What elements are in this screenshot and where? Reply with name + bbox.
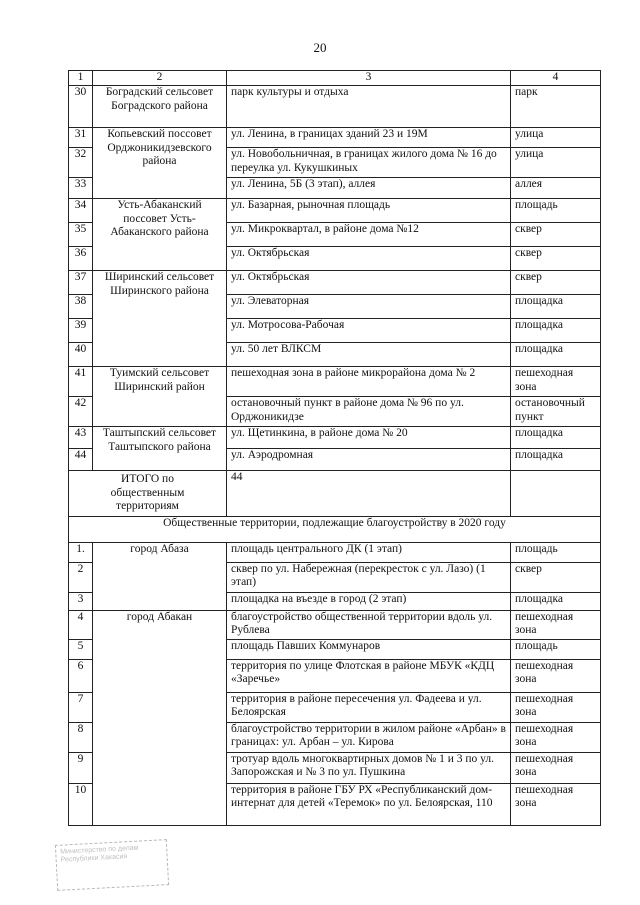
row-number: 30 [69, 86, 93, 128]
location-cell: город Абакан [93, 610, 227, 825]
row-number: 33 [69, 178, 93, 199]
type-cell: площадь [511, 199, 601, 223]
row-number: 38 [69, 295, 93, 319]
row-number: 37 [69, 271, 93, 295]
territory-cell: ул. Базарная, рыночная площадь [227, 199, 511, 223]
row-number: 31 [69, 128, 93, 148]
row-number: 2 [69, 562, 93, 592]
territory-cell: ул. Октябрьская [227, 271, 511, 295]
header-col-3: 3 [227, 71, 511, 86]
row-number: 41 [69, 367, 93, 397]
section-row [69, 516, 601, 542]
territory-cell: площадь центрального ДК (1 этап) [227, 542, 511, 562]
table-row [69, 199, 601, 223]
location-cell: Копьевский поссовет Орджоникидзевского района [93, 128, 227, 199]
territory-cell: благоустройство общественной территории вдоль ул. Рублева [227, 610, 511, 639]
location-cell: Боградский сельсовет Боградского района [93, 86, 227, 128]
row-number: 35 [69, 223, 93, 247]
territory-cell: парк культуры и отдыха [227, 86, 511, 128]
type-cell: площадка [511, 343, 601, 367]
type-cell: сквер [511, 271, 601, 295]
territory-cell: ул. Ленина, в границах зданий 23 и 19М [227, 128, 511, 148]
row-number: 44 [69, 449, 93, 471]
page-number: 20 [313, 40, 327, 55]
territory-cell: территория по улице Флотская в районе МБУК «КДЦ «Заречье» [227, 659, 511, 692]
territory-cell: благоустройство территории в жилом районе «Арбан» в границах: ул. Арбан – ул. Кирова [227, 722, 511, 752]
type-cell: пешеходная зона [511, 659, 601, 692]
type-cell: пешеходная зона [511, 783, 601, 825]
type-cell: площадка [511, 295, 601, 319]
territory-cell: ул. Ленина, 5Б (3 этап), аллея [227, 178, 511, 199]
type-cell: аллея [511, 178, 601, 199]
row-number: 39 [69, 319, 93, 343]
row-number: 36 [69, 247, 93, 271]
type-cell: площадка [511, 427, 601, 449]
territory-cell: ул. Элеваторная [227, 295, 511, 319]
type-cell: сквер [511, 223, 601, 247]
territory-cell: площадь Павших Коммунаров [227, 639, 511, 659]
table-row [69, 271, 601, 295]
type-cell: парк [511, 86, 601, 128]
type-cell: пешеходная зона [511, 367, 601, 397]
location-cell: Усть-Абаканский поссовет Усть-Абаканского района [93, 199, 227, 271]
type-cell: сквер [511, 562, 601, 592]
row-number: 1. [69, 542, 93, 562]
table-row [69, 427, 601, 449]
location-cell: город Абаза [93, 542, 227, 610]
header-col-4: 4 [511, 71, 601, 86]
row-number: 42 [69, 397, 93, 427]
type-cell: пешеходная зона [511, 722, 601, 752]
territory-cell: сквер по ул. Набережная (перекресток с ул. Лазо) (1 этап) [227, 562, 511, 592]
table-row [69, 610, 601, 639]
type-cell: площадка [511, 449, 601, 471]
total-label: ИТОГО по общественным территориям [69, 471, 227, 517]
total-value: 44 [227, 471, 511, 517]
table-row [69, 86, 601, 128]
row-number: 8 [69, 722, 93, 752]
type-cell: пешеходная зона [511, 752, 601, 783]
territory-cell: территория в районе ГБУ РХ «Республиканский дом-интернат для детей «Теремок» по ул. Белоярская, 110 [227, 783, 511, 825]
type-cell: площадка [511, 592, 601, 610]
section-title: Общественные территории, подлежащие благоустройству в 2020 году [69, 516, 601, 542]
territory-cell: остановочный пункт в районе дома № 96 по ул. Орджоникидзе [227, 397, 511, 427]
territory-cell: пешеходная зона в районе микрорайона дома № 2 [227, 367, 511, 397]
header-row [69, 71, 601, 86]
territory-cell: тротуар вдоль многоквартирных домов № 1 и 3 по ул. Запорожская и № 3 по ул. Пушкина [227, 752, 511, 783]
row-number: 4 [69, 610, 93, 639]
row-number: 7 [69, 692, 93, 722]
territory-cell: ул. Щетинкина, в районе дома № 20 [227, 427, 511, 449]
territory-cell: ул. Мотросова-Рабочая [227, 319, 511, 343]
type-cell: улица [511, 148, 601, 178]
row-number: 9 [69, 752, 93, 783]
row-number: 40 [69, 343, 93, 367]
table-row [69, 542, 601, 562]
row-number: 3 [69, 592, 93, 610]
territory-cell: площадка на въезде в город (2 этап) [227, 592, 511, 610]
territory-cell: ул. 50 лет ВЛКСМ [227, 343, 511, 367]
location-cell: Таштыпский сельсовет Таштыпского района [93, 427, 227, 471]
header-col-1: 1 [69, 71, 93, 86]
type-cell: площадка [511, 319, 601, 343]
location-cell: Ширинский сельсовет Ширинского района [93, 271, 227, 367]
territory-cell: территория в районе пересечения ул. Фадеева и ул. Белоярская [227, 692, 511, 722]
row-number: 43 [69, 427, 93, 449]
type-cell: пешеходная зона [511, 692, 601, 722]
faded-stamp: Министерство по делам Республики Хакасия [55, 839, 169, 891]
total-row [69, 471, 601, 517]
table-row [69, 367, 601, 397]
territory-cell: ул. Новобольничная, в границах жилого дома № 16 до переулка ул. Кукушкиных [227, 148, 511, 178]
type-cell: улица [511, 128, 601, 148]
type-cell: площадь [511, 639, 601, 659]
type-cell: пешеходная зона [511, 610, 601, 639]
row-number: 34 [69, 199, 93, 223]
header-col-2: 2 [93, 71, 227, 86]
territories-table [68, 70, 601, 826]
type-cell: остановочный пункт [511, 397, 601, 427]
row-number: 32 [69, 148, 93, 178]
row-number: 10 [69, 783, 93, 825]
table-row [69, 128, 601, 148]
type-cell: площадь [511, 542, 601, 562]
territory-cell: ул. Октябрьская [227, 247, 511, 271]
type-cell: сквер [511, 247, 601, 271]
location-cell: Туимский сельсовет Ширинский район [93, 367, 227, 427]
row-number: 5 [69, 639, 93, 659]
row-number: 6 [69, 659, 93, 692]
total-empty-cell [511, 471, 601, 517]
territory-cell: ул. Аэродромная [227, 449, 511, 471]
territory-cell: ул. Микроквартал, в районе дома №12 [227, 223, 511, 247]
